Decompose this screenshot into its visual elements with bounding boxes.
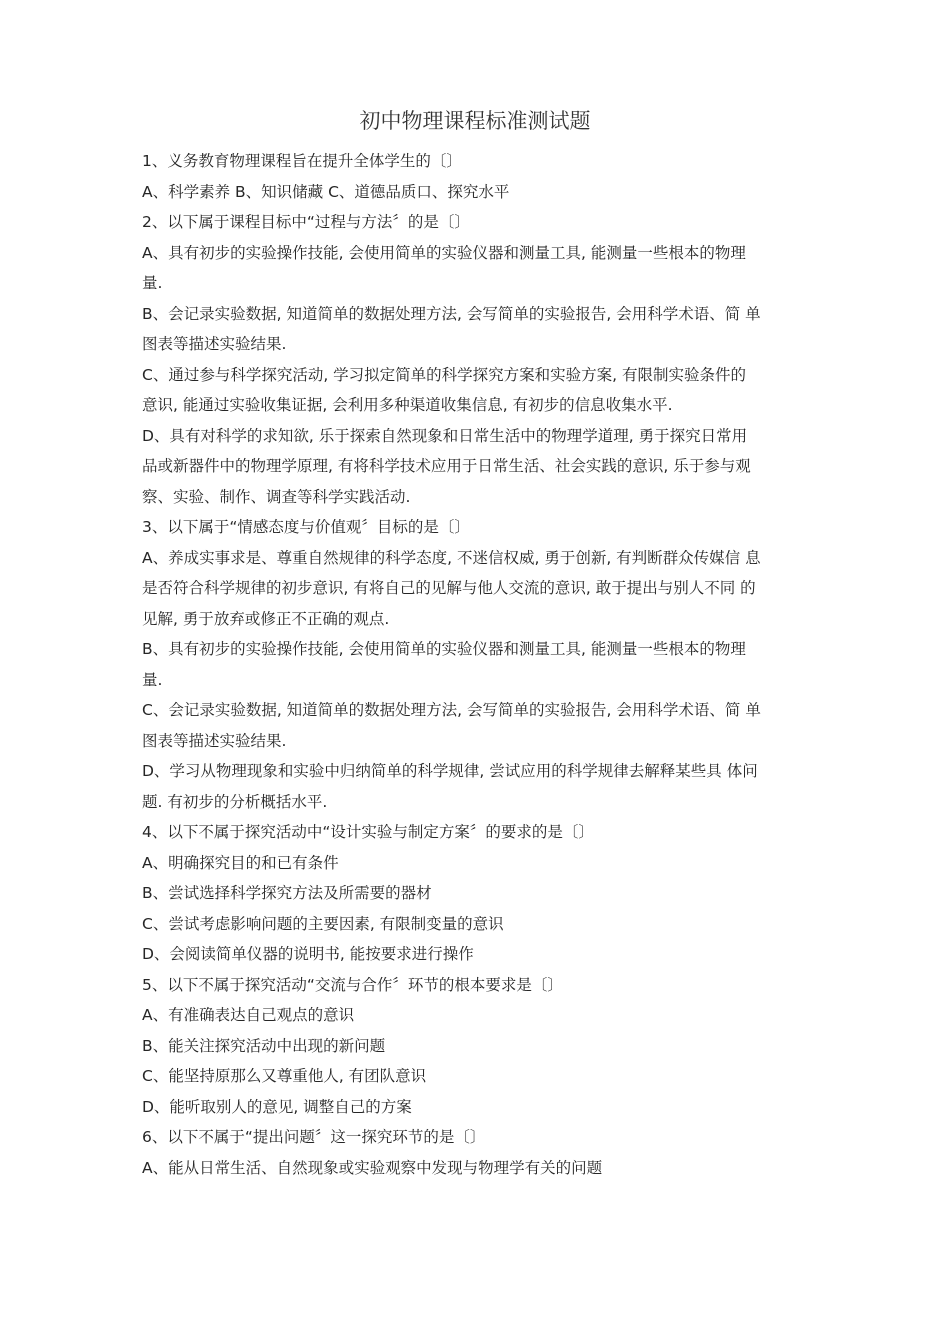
- text-line: C、能坚持原那么又尊重他人, 有团队意识: [142, 1067, 427, 1085]
- text-line: C、通过参与科学探究活动, 学习拟定简单的科学探究方案和实验方案, 有限制实验条件的: [142, 365, 747, 384]
- text-line: 1、义务教育物理课程旨在提升全体学生的〔〕: [142, 152, 462, 170]
- text-line: 4、以下不属于探究活动中“设计实验与制定方案〞的要求的是〔〕: [142, 823, 594, 841]
- text-line: D、具有对科学的求知欲, 乐于探索自然现象和日常生活中的物理学道理, 勇于探究日常用: [142, 426, 748, 445]
- text-line: A、有准确表达自己观点的意识: [142, 1006, 355, 1024]
- document-body: [142, 146, 822, 1183]
- text-line: A、养成实事求是、尊重自然规律的科学态度, 不迷信权威, 勇于创新, 有判断群众传媒信 息: [142, 548, 761, 567]
- text-line: 5、以下不属于探究活动“交流与合作〞环节的根本要求是〔〕: [142, 975, 563, 994]
- text-line: A、具有初步的实验操作技能, 会使用简单的实验仪器和测量工具, 能测量一些根本的物理: [142, 243, 746, 262]
- text-line: 图表等描述实验结果.: [142, 731, 287, 750]
- text-line: C、会记录实验数据, 知道简单的数据处理方法, 会写简单的实验报告, 会用科学术语、简 单: [142, 701, 761, 719]
- text-line: D、学习从物理现象和实验中归纳简单的科学规律, 尝试应用的科学规律去解释某些具 体问: [142, 762, 758, 780]
- text-line: B、能关注探究活动中出现的新问题: [142, 1036, 386, 1055]
- text-line: 2、以下属于课程目标中“过程与方法〞的是〔〕: [142, 213, 470, 231]
- text-line: 量.: [142, 670, 163, 689]
- text-line: 3、以下属于“情感态度与价值观〞目标的是〔〕: [142, 518, 470, 536]
- text-line: 6、以下不属于“提出问题〞这一探究环节的是〔〕: [142, 1128, 486, 1146]
- text-line: 题. 有初步的分析概括水平.: [142, 792, 328, 811]
- text-line: 察、实验、制作、调查等科学实践活动.: [142, 487, 411, 506]
- text-line: 意识, 能通过实验收集证据, 会利用多种渠道收集信息, 有初步的信息收集水平.: [142, 396, 673, 414]
- text-line: 见解, 勇于放弃或修正不正确的观点.: [142, 609, 390, 628]
- text-line: A、明确探究目的和已有条件: [142, 853, 339, 872]
- text-line: 品或新器件中的物理学原理, 有将科学技术应用于日常生活、社会实践的意识, 乐于参与观: [142, 457, 751, 475]
- text-line: B、会记录实验数据, 知道简单的数据处理方法, 会写简单的实验报告, 会用科学术语、简 单: [142, 304, 761, 323]
- text-line: 是否符合科学规律的初步意识, 有将自己的见解与他人交流的意识, 敢于提出与别人不同 的: [142, 579, 756, 597]
- text-line: A、科学素养 B、知识储藏 C、道德品质口、探究水平: [142, 182, 510, 201]
- document-title: 初中物理课程标准测试题: [359, 109, 591, 133]
- text-line: D、会阅读简单仪器的说明书, 能按要求进行操作: [142, 945, 474, 963]
- text-line: 图表等描述实验结果.: [142, 335, 287, 353]
- text-line: B、尝试选择科学探究方法及所需要的器材: [142, 884, 432, 902]
- text-line: A、能从日常生活、自然现象或实验观察中发现与物理学有关的问题: [142, 1158, 603, 1177]
- text-line: 量.: [142, 274, 163, 292]
- text-line: D、能听取别人的意见, 调整自己的方案: [142, 1097, 412, 1116]
- text-line: B、具有初步的实验操作技能, 会使用简单的实验仪器和测量工具, 能测量一些根本的物理: [142, 640, 746, 658]
- text-line: C、尝试考虑影响问题的主要因素, 有限制变量的意识: [142, 914, 504, 933]
